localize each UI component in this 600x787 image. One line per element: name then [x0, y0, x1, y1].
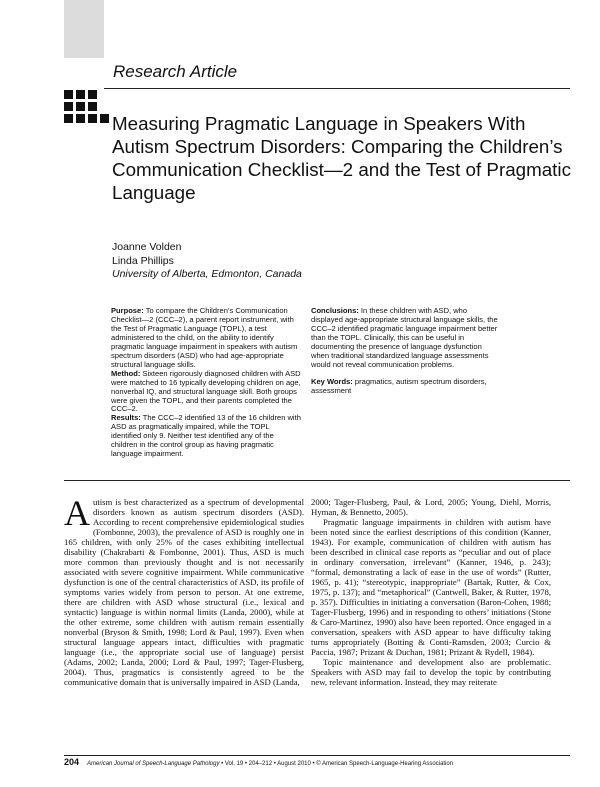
decorative-squares-icon	[64, 90, 108, 134]
body-column-left	[64, 493, 304, 688]
abstract-method: Method: Sixteen rigorously diagnosed children with ASD were matched to 16 typically developing children on age, nonverbal IQ, and structural language skill. Both groups were given the TOPL, and their parents completed the CCC–2.	[111, 368, 301, 414]
section-label: Research Article	[113, 62, 238, 81]
header-grey-tab	[64, 0, 104, 58]
body-paragraph: Autism is best characterized as a spectrum of developmental disorders known as autism spectrum disorders (ASD). According to recent comprehensive epidemiological studies (Fombonne, 2003), the prevalence of ASD is roughly one in 165 children, with only 25% of the cases exhibiting intellectual disability (Chakrabarti & Fombonne, 2001). Thus, ASD is much more common than previously thought and is not necessarily associated with severe cognitive impairment. While communicative dysfunction is one of the central characteristics of ASD, its profile of symptoms varies widely from person to person. At one extreme, there are children with ASD whose structural (i.e., lexical and syntactic) language is within normal limits (Landa, 2000), while at the other extreme, some children with autism remain essentially nonverbal (Bryson & Smith, 1998; Lord & Paul, 1997). Even when structural language appears intact, difficulties with pragmatic language (i.e., the appropriate social use of language) persist (Adams, 2002; Landa, 2000; Lord & Paul, 1997; Tager-Flusberg, 2004). Thus, pragmatics is consistently agreed to be the communicative domain that is universally impaired in ASD (Landa,	[64, 493, 304, 688]
citation-info: • Vol. 19 • 204–212 • August 2010 • © American Speech-Language-Hearing Association	[219, 761, 454, 767]
body-paragraph: Topic maintenance and development also are problematic. Speakers with ASD may fail to develop the topic by contributing new, relevant information. Instead, they may reiterate	[311, 657, 551, 688]
author-name: Joanne Volden	[112, 241, 182, 253]
abstract-column-left	[111, 307, 301, 459]
abstract-keywords: Key Words: pragmatics, autism spectrum disorders, assessment	[311, 376, 487, 395]
abstract-conclusions: Conclusions: In these children with ASD, who displayed age-appropriate structural language skills, the CCC–2 identified pragmatic language impairment better than the TOPL. Clinically, this can be useful in documenting the presence of language dysfunction when traditional standardized language assessments would not reveal communication problems.	[311, 306, 498, 369]
body-paragraph: Pragmatic language impairments in children with autism have been noted since the earliest descriptions of this condition (Kanner, 1943). For example, communication of children with autism has been described in clinical case reports as “peculiar and out of place in ordinary conversation, irrelevant” (Kanner, 1946, p. 243); “formal, demonstrating a lack of ease in the use of words” (Rutter, 1965, p. 41); “stereotypic, inappropriate” (Bartak, Rutter, & Cox, 1975, p. 137); and “metaphorical” (Cantwell, Baker, & Rutter, 1978, p. 357). Difficulties in initiating a conversation (Baron-Cohen, 1988; Tager-Flusberg, 1996) and in responding to others’ initiations (Stone & Caro-Martinez, 1990) also have been reported. Once engaged in a conversation, speakers with ASD appear to have difficulty taking turns appropriately (Botting & Conti-Ramsden, 2003; Curcio & Paccia, 1987; Prizant & Duchan, 1981; Prizant & Rydell, 1984).	[311, 517, 551, 658]
abstract-results: Results: The CCC–2 identified 13 of the 16 children with ASD as pragmatically impaired, while the TOPL identified only 9. Neither test identified any of the children in the control group as having pragmatic language impairment.	[111, 413, 301, 459]
abstract-purpose: Purpose: To compare the Children’s Communication Checklist—2 (CCC–2), a parent report instrument, with the Test of Pragmatic Language (TOPL), a test administered to the child, on the ability to identify pragmatic language impairment in speakers with autism spectrum disorders (ASD) who had age-appropriate structural language skills.	[111, 306, 298, 369]
author-block	[112, 241, 302, 282]
footer-divider	[64, 755, 570, 756]
page-number: 204	[64, 757, 80, 767]
author-name: Linda Phillips	[112, 254, 174, 267]
page-footer	[64, 757, 453, 767]
abstract-column-right	[311, 307, 501, 396]
journal-name: American Journal of Speech-Language Pathology	[87, 761, 220, 767]
body-paragraph: 2000; Tager-Flusberg, Paul, & Lord, 2005; Young, Diehl, Morris, Hyman, & Bennetto, 2005).	[311, 497, 551, 518]
abstract-divider	[64, 480, 570, 481]
section-divider	[104, 88, 570, 89]
body-column-right	[311, 497, 551, 687]
author-affiliation: University of Alberta, Edmonton, Canada	[112, 268, 302, 280]
article-title: Measuring Pragmatic Language in Speakers With Autism Spectrum Disorders: Comparing the Children’s Communication Checklist—2 and the Test of Pragmatic Language	[112, 113, 571, 203]
drop-cap: A	[64, 493, 90, 533]
